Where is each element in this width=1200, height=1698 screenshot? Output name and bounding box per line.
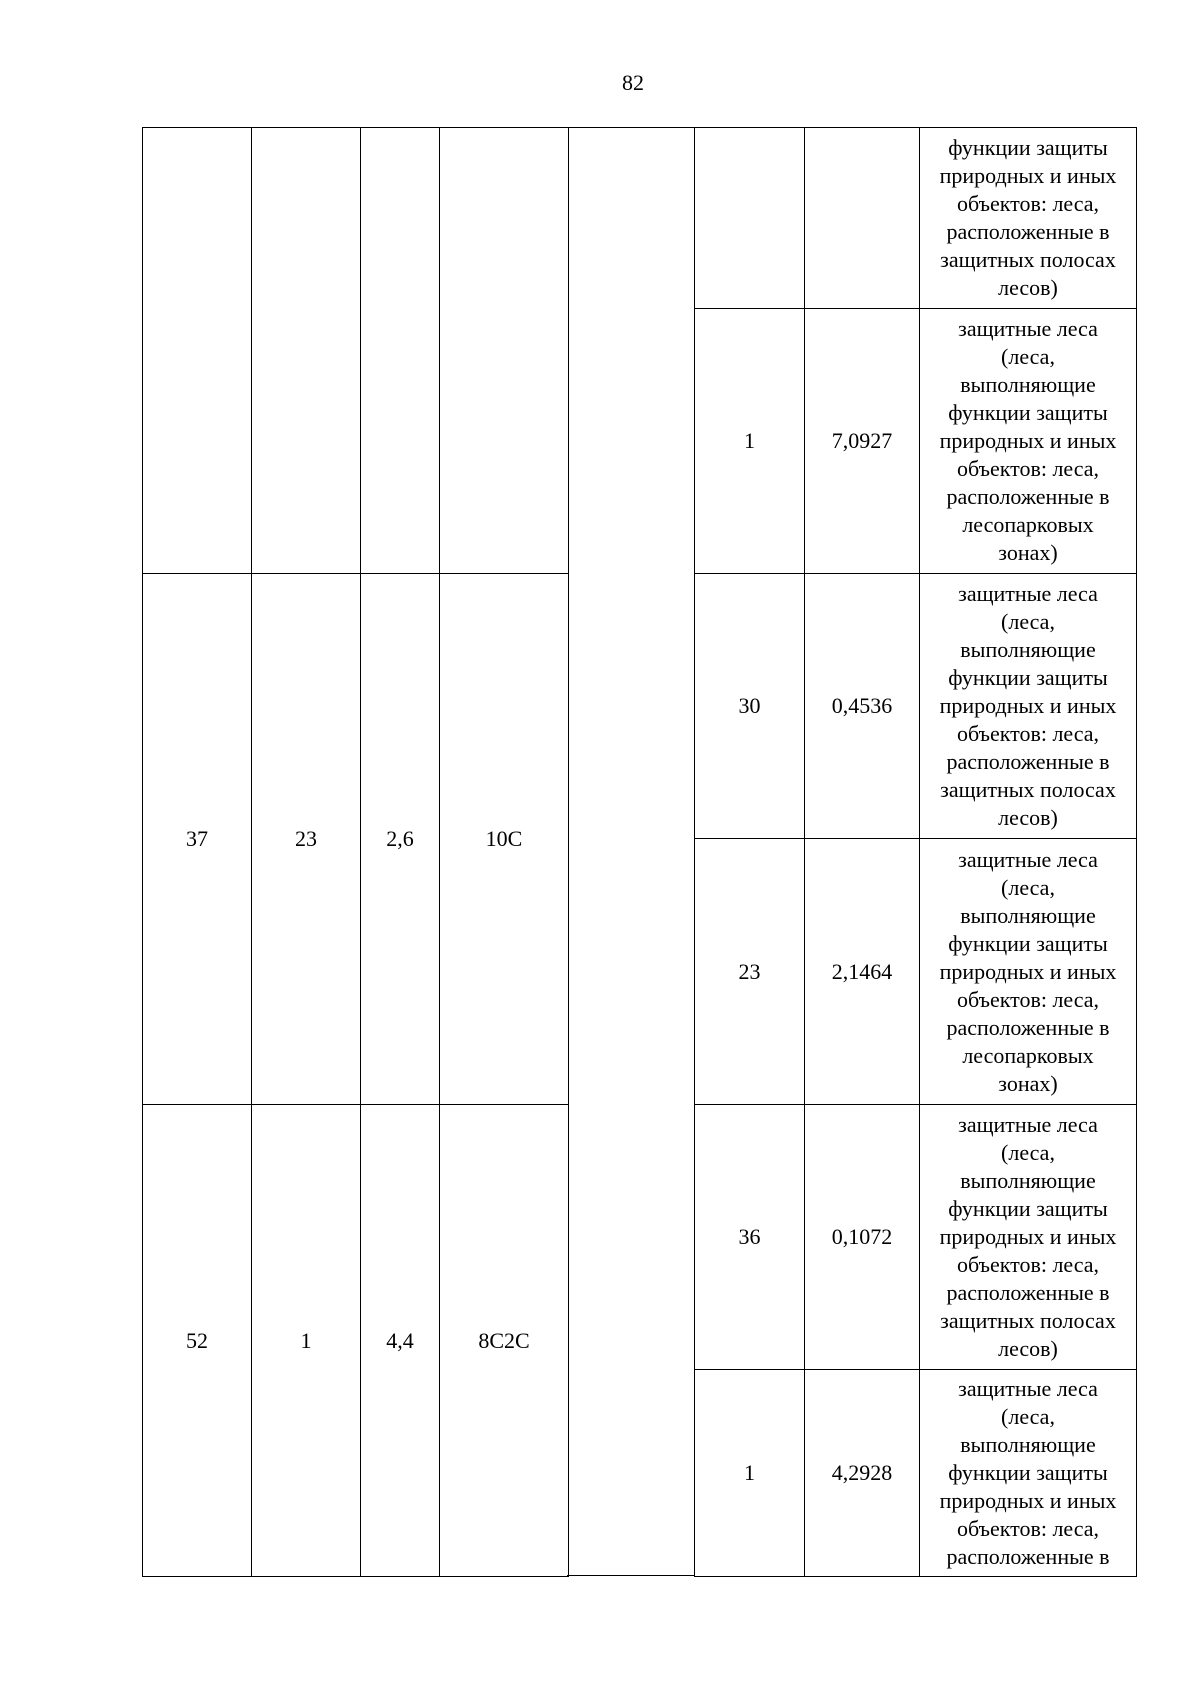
plot-cell	[252, 128, 361, 574]
table-row	[695, 128, 1137, 309]
table-row	[695, 839, 1137, 1105]
table-row	[143, 574, 569, 1105]
quarter-cell	[143, 128, 252, 574]
table-row	[695, 309, 1137, 574]
description-cell	[920, 1105, 1137, 1370]
description-text: защитные леса (леса, выполняющие функции защиты природных и иных объектов: леса, расположенные в лесопарковых зонах)	[939, 846, 1117, 1096]
description-text: защитные леса (леса, выполняющие функции защиты природных и иных объектов: леса, расположенные в	[939, 1376, 1117, 1569]
description-cell	[920, 574, 1137, 839]
area-cell: 2,1464	[805, 839, 920, 1105]
description-cell	[920, 309, 1137, 574]
description-text: защитные леса (леса, выполняющие функции защиты природных и иных объектов: леса, расположенные в защитных полосах лесов)	[939, 581, 1117, 830]
description-cell	[920, 128, 1137, 309]
number-cell: 1	[695, 309, 805, 574]
table-row	[143, 128, 569, 574]
description-cell	[920, 1370, 1137, 1577]
number-cell	[695, 128, 805, 309]
table-row	[695, 574, 1137, 839]
table-row	[143, 1105, 569, 1577]
merged-empty-column	[567, 127, 695, 1576]
plot-cell: 23	[252, 574, 361, 1105]
area-cell	[361, 128, 440, 574]
quarter-cell: 52	[143, 1105, 252, 1577]
area-cell: 7,0927	[805, 309, 920, 574]
description-text: защитные леса (леса, выполняющие функции защиты природных и иных объектов: леса, расположенные в защитных полосах лесов)	[939, 1112, 1117, 1361]
description-text: защитные леса (леса, выполняющие функции защиты природных и иных объектов: леса, расположенные в лесопарковых зонах)	[939, 316, 1117, 565]
plot-cell: 1	[252, 1105, 361, 1577]
composition-cell: 10С	[440, 574, 569, 1105]
area-cell: 0,1072	[805, 1105, 920, 1370]
area-cell: 0,4536	[805, 574, 920, 839]
area-cell: 2,6	[361, 574, 440, 1105]
right-table	[694, 127, 1137, 1577]
page-number: 82	[622, 70, 644, 95]
number-cell: 36	[695, 1105, 805, 1370]
left-table	[142, 127, 569, 1577]
table-row	[695, 1105, 1137, 1370]
number-cell: 1	[695, 1370, 805, 1577]
right-table-block	[694, 127, 1136, 1576]
number-cell: 30	[695, 574, 805, 839]
composition-cell: 8С2С	[440, 1105, 569, 1577]
description-text: функции защиты природных и иных объектов: леса, расположенные в защитных полосах лесов)	[939, 135, 1117, 300]
area-cell: 4,4	[361, 1105, 440, 1577]
left-table-block	[142, 127, 568, 1576]
number-cell: 23	[695, 839, 805, 1105]
table-row	[695, 1370, 1137, 1577]
quarter-cell: 37	[143, 574, 252, 1105]
area-cell: 4,2928	[805, 1370, 920, 1577]
description-cell	[920, 839, 1137, 1105]
composition-cell	[440, 128, 569, 574]
area-cell	[805, 128, 920, 309]
